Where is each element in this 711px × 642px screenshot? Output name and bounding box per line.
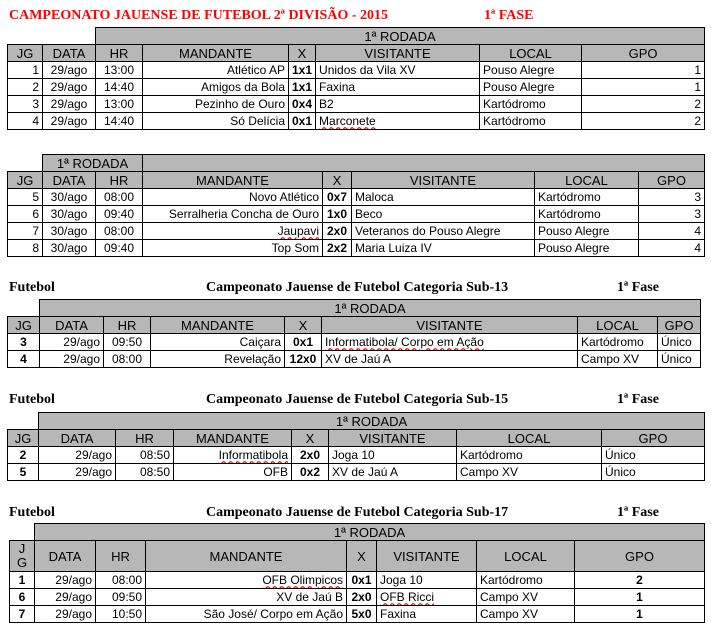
col-data: DATA: [39, 430, 116, 447]
cell-jg: 2: [8, 447, 39, 464]
cell-data: 29/ago: [40, 351, 104, 368]
table-row: [10, 606, 705, 623]
cell-hr: 08:00: [96, 572, 146, 589]
col-mandante: MANDANTE: [143, 45, 289, 62]
cell-mandante: Pezinho de Ouro: [143, 96, 289, 113]
cell-visitante: Maloca: [352, 189, 535, 206]
cell-placar: 12x0: [285, 351, 322, 368]
cell-gpo: 1: [575, 589, 705, 606]
cell-local: Campo XV: [578, 351, 658, 368]
cell-visitante: [316, 113, 480, 130]
col-gpo: GPO: [658, 317, 701, 334]
header-row: [8, 45, 705, 62]
cell-hr: 14:40: [96, 79, 143, 96]
cell-jg: 5: [8, 464, 39, 481]
cell-jg: 6: [8, 206, 43, 223]
cell-placar: 5x0: [347, 606, 377, 623]
cell-gpo: 1: [582, 62, 705, 79]
col-x: X: [323, 172, 352, 189]
cell-data: 29/ago: [35, 606, 96, 623]
cell-local: Pouso Alegre: [535, 240, 639, 257]
col-x: X: [347, 541, 377, 572]
cell-hr: 13:00: [96, 62, 143, 79]
cell-local: Campo XV: [477, 589, 575, 606]
rodada-label: 1ª RODADA: [96, 28, 705, 45]
cell-data: 29/ago: [43, 113, 96, 130]
cell-local: Kartódromo: [535, 206, 639, 223]
col-x: X: [289, 45, 316, 62]
section-title-sub17: Campeonato Jauense de Futebol Categoria Sub-17: [206, 505, 509, 520]
cell-gpo: 4: [639, 240, 705, 257]
col-x: X: [285, 317, 322, 334]
table-row: [8, 447, 705, 464]
cell-hr: 14:40: [96, 113, 143, 130]
cell-placar: 0x1: [285, 334, 322, 351]
rodada-row: [8, 300, 701, 317]
col-mandante: MANDANTE: [143, 172, 323, 189]
games-table-2: [7, 154, 705, 257]
rodada-filler: [143, 155, 705, 172]
cell-data: 30/ago: [43, 240, 96, 257]
cell-visitante: Unidos da Vila XV: [316, 62, 480, 79]
cell-gpo: 3: [639, 206, 705, 223]
header-row: [8, 317, 701, 334]
cell-local: Kartódromo: [535, 189, 639, 206]
cell-hr: 08:00: [104, 351, 151, 368]
cell-gpo: 3: [639, 189, 705, 206]
cell-placar: 0x4: [289, 96, 316, 113]
cell-mandante: [174, 447, 292, 464]
cell-data: 30/ago: [43, 223, 96, 240]
col-visitante: VISITANTE: [352, 172, 535, 189]
cell-local: Campo XV: [477, 606, 575, 623]
cell-visitante: B2: [316, 96, 480, 113]
cell-visitante: [377, 589, 477, 606]
games-table-sub17: [9, 523, 705, 623]
cell-gpo: Único: [658, 351, 701, 368]
col-hr: HR: [116, 430, 174, 447]
cell-placar: 1x1: [289, 79, 316, 96]
col-gpo: GPO: [602, 430, 705, 447]
cell-placar: 1x0: [323, 206, 352, 223]
section-sport-label: Futebol: [9, 505, 55, 520]
col-mandante: MANDANTE: [146, 541, 347, 572]
cell-data: 30/ago: [43, 206, 96, 223]
table-row: [8, 464, 705, 481]
table-row: [8, 96, 705, 113]
col-hr: HR: [104, 317, 151, 334]
rodada-row: [8, 28, 705, 45]
rodada-label: 1ª RODADA: [43, 155, 143, 172]
cell-local: Kartódromo: [457, 447, 602, 464]
cell-hr: 10:50: [96, 606, 146, 623]
mandante-text: Informatibola: [218, 447, 288, 462]
col-hr: HR: [96, 541, 146, 572]
cell-hr: 08:00: [96, 189, 143, 206]
col-jg: JG: [8, 172, 43, 189]
cell-visitante: Beco: [352, 206, 535, 223]
cell-mandante: Serralheria Concha de Ouro: [143, 206, 323, 223]
cell-local: Campo XV: [457, 464, 602, 481]
cell-local: Pouso Alegre: [535, 223, 639, 240]
cell-hr: 09:40: [96, 240, 143, 257]
cell-placar: 0x7: [323, 189, 352, 206]
cell-placar: 0x1: [347, 572, 377, 589]
col-local: LOCAL: [480, 45, 582, 62]
cell-gpo: 4: [639, 223, 705, 240]
table-row: [8, 113, 705, 130]
cell-mandante: Atlético AP: [143, 62, 289, 79]
rodada-row: [8, 413, 705, 430]
cell-hr: 08:00: [96, 223, 143, 240]
cell-placar: 0x1: [289, 113, 316, 130]
cell-local: Kartódromo: [480, 113, 582, 130]
section-phase-sub17: 1ª Fase: [617, 505, 659, 520]
col-jg: JG: [8, 45, 43, 62]
cell-mandante: XV de Jaú B: [146, 589, 347, 606]
table-row: [8, 62, 705, 79]
cell-local: Pouso Alegre: [480, 62, 582, 79]
cell-jg: 3: [8, 334, 40, 351]
cell-jg: 4: [8, 113, 43, 130]
cell-placar: 2x0: [323, 223, 352, 240]
cell-gpo: Único: [658, 334, 701, 351]
cell-jg: 2: [8, 79, 43, 96]
section-phase-sub15: 1ª Fase: [617, 392, 659, 407]
col-gpo: GPO: [582, 45, 705, 62]
cell-visitante: Maria Luiza IV: [352, 240, 535, 257]
cell-hr: 09:50: [96, 589, 146, 606]
table-row: [8, 79, 705, 96]
games-table-1: [7, 27, 705, 130]
cell-jg: 8: [8, 240, 43, 257]
games-table-sub15: [7, 412, 705, 481]
cell-mandante: Amigos da Bola: [143, 79, 289, 96]
cell-jg: 7: [8, 223, 43, 240]
cell-placar: 1x1: [289, 62, 316, 79]
rodada-row: [8, 155, 705, 172]
visitante-text: Informatibola/ Corpo em Ação: [325, 334, 484, 349]
cell-mandante: Revelação: [151, 351, 285, 368]
col-visitante: VISITANTE: [322, 317, 578, 334]
cell-gpo: 2: [582, 113, 705, 130]
cell-jg: 5: [8, 189, 43, 206]
col-gpo: GPO: [575, 541, 705, 572]
table-row: [8, 189, 705, 206]
rodada-label: 1ª RODADA: [39, 413, 705, 430]
col-x: X: [292, 430, 329, 447]
col-jg-text: JG: [17, 541, 28, 570]
table-row: [10, 589, 705, 606]
section-title-sub15: Campeonato Jauense de Futebol Categoria Sub-15: [206, 392, 509, 407]
cell-data: 29/ago: [35, 589, 96, 606]
col-data: DATA: [43, 172, 96, 189]
table-row: [8, 240, 705, 257]
col-visitante: VISITANTE: [377, 541, 477, 572]
mandante-text: Jaupavi: [277, 223, 319, 238]
col-local: LOCAL: [457, 430, 602, 447]
games-table-sub13: [7, 299, 701, 368]
col-local: LOCAL: [477, 541, 575, 572]
cell-visitante: Veteranos do Pouso Alegre: [352, 223, 535, 240]
col-gpo: GPO: [639, 172, 705, 189]
cell-data: 29/ago: [39, 447, 116, 464]
cell-data: 29/ago: [43, 79, 96, 96]
cell-mandante: Top Som: [143, 240, 323, 257]
cell-mandante: [143, 223, 323, 240]
cell-hr: 09:40: [96, 206, 143, 223]
cell-data: 29/ago: [43, 62, 96, 79]
col-hr: HR: [96, 45, 143, 62]
table-row: [8, 351, 701, 368]
mandante-text: OFB Olimpicos: [262, 572, 343, 587]
cell-local: Kartódromo: [578, 334, 658, 351]
cell-gpo: 1: [575, 606, 705, 623]
cell-data: 30/ago: [43, 189, 96, 206]
col-local: LOCAL: [578, 317, 658, 334]
cell-hr: 08:50: [116, 464, 174, 481]
cell-hr: 09:50: [104, 334, 151, 351]
cell-data: 29/ago: [43, 96, 96, 113]
cell-data: 29/ago: [40, 334, 104, 351]
cell-local: Pouso Alegre: [480, 79, 582, 96]
rodada-label: 1ª RODADA: [40, 300, 701, 317]
cell-visitante: Faxina: [316, 79, 480, 96]
visitante-text: OFB Ricci: [380, 589, 434, 604]
col-jg: JG: [8, 317, 40, 334]
cell-placar: 2x2: [323, 240, 352, 257]
col-jg: JG: [8, 430, 39, 447]
header-row: [10, 541, 705, 572]
table-row: [8, 223, 705, 240]
cell-data: 29/ago: [39, 464, 116, 481]
cell-placar: 2x0: [292, 447, 329, 464]
championship-title: CAMPEONATO JAUENSE DE FUTEBOL 2ª DIVISÃO - 2015: [9, 8, 389, 23]
cell-visitante: XV de Jaú A: [329, 464, 457, 481]
cell-visitante: XV de Jaú A: [322, 351, 578, 368]
cell-jg: 1: [10, 572, 35, 589]
col-local: LOCAL: [535, 172, 639, 189]
cell-jg: 4: [8, 351, 40, 368]
cell-hr: 13:00: [96, 96, 143, 113]
rodada-label: 1ª RODADA: [35, 524, 705, 541]
cell-data: 29/ago: [35, 572, 96, 589]
section-title-sub13: Campeonato Jauense de Futebol Categoria Sub-13: [206, 280, 509, 295]
cell-visitante: Faxina: [377, 606, 477, 623]
cell-gpo: Único: [602, 464, 705, 481]
cell-mandante: São José/ Corpo em Ação: [146, 606, 347, 623]
cell-jg: 3: [8, 96, 43, 113]
col-mandante: MANDANTE: [151, 317, 285, 334]
phase-label: 1ª FASE: [484, 8, 534, 23]
cell-jg: 6: [10, 589, 35, 606]
col-jg: [10, 541, 35, 572]
cell-hr: 08:50: [116, 447, 174, 464]
section-sport-label: Futebol: [9, 392, 55, 407]
cell-placar: 0x2: [292, 464, 329, 481]
table-row: [10, 572, 705, 589]
rodada-row: [10, 524, 705, 541]
col-data: DATA: [35, 541, 96, 572]
cell-gpo: 1: [582, 79, 705, 96]
cell-jg: 7: [10, 606, 35, 623]
col-data: DATA: [43, 45, 96, 62]
cell-gpo: 2: [582, 96, 705, 113]
cell-gpo: Único: [602, 447, 705, 464]
cell-mandante: Só Delícia: [143, 113, 289, 130]
cell-local: Kartódromo: [480, 96, 582, 113]
col-visitante: VISITANTE: [316, 45, 480, 62]
cell-visitante: Joga 10: [329, 447, 457, 464]
cell-jg: 1: [8, 62, 43, 79]
section-sport-label: Futebol: [9, 280, 55, 295]
cell-placar: 2x0: [347, 589, 377, 606]
visitante-text: Marconete: [319, 113, 376, 128]
cell-visitante: Joga 10: [377, 572, 477, 589]
cell-local: Kartódromo: [477, 572, 575, 589]
cell-mandante: Novo Atlético: [143, 189, 323, 206]
cell-gpo: 2: [575, 572, 705, 589]
table-row: [8, 206, 705, 223]
col-data: DATA: [40, 317, 104, 334]
header-row: [8, 172, 705, 189]
header-row: [8, 430, 705, 447]
col-hr: HR: [96, 172, 143, 189]
section-phase-sub13: 1ª Fase: [617, 280, 659, 295]
cell-mandante: OFB: [174, 464, 292, 481]
col-visitante: VISITANTE: [329, 430, 457, 447]
cell-mandante: Caiçara: [151, 334, 285, 351]
cell-mandante: [146, 572, 347, 589]
col-mandante: MANDANTE: [174, 430, 292, 447]
table-row: [8, 334, 701, 351]
cell-visitante: [322, 334, 578, 351]
